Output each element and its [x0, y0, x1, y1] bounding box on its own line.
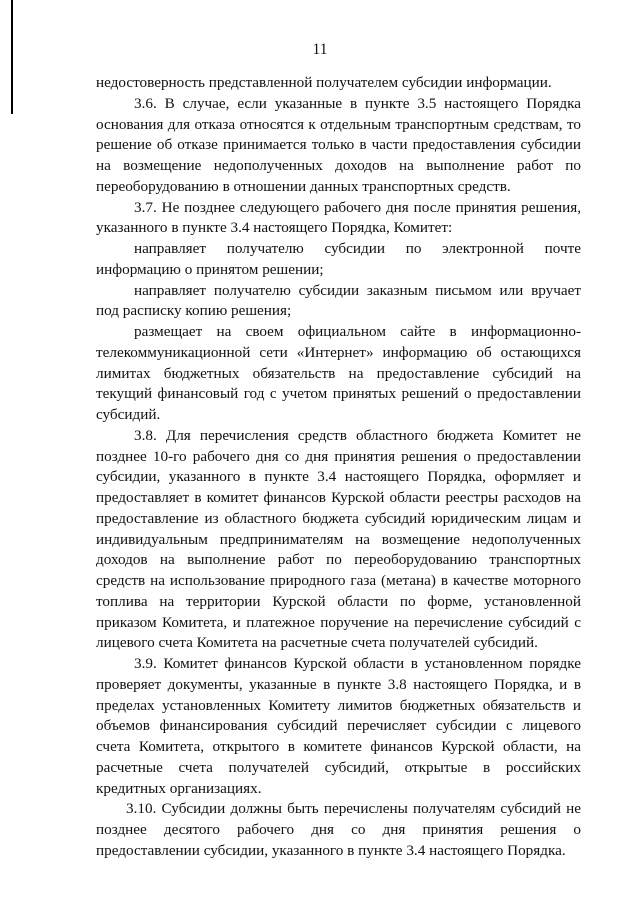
- paragraph-3-7: 3.7. Не позднее следующего рабочего дня после принятия решения, указанного в пункте 3.4 настоящего Порядка, Комитет:: [96, 198, 581, 237]
- document-body: [96, 73, 581, 862]
- paragraph-3-9: 3.9. Комитет финансов Курской области в установленном порядке проверяет документы, указанные в пункте 3.8 настоящего Порядка, и в пределах установленных Комитету лимитов бюджетных обязательств и объемов финансирования субсидий перечисляет субсидии с лицевого счета Комитета, открытого в комитете финансов Курской области, на расчетные счета получателей субсидий, открытые в российских кредитных организациях.: [96, 655, 581, 797]
- paragraph-3-7-item-letter: направляет получателю субсидии заказным письмом или вручает под расписку копию решения;: [96, 281, 581, 320]
- paragraph-continuation: недостоверность представленной получателем субсидии информации.: [96, 74, 552, 91]
- paragraph-3-6: 3.6. В случае, если указанные в пункте 3.5 настоящего Порядка основания для отказа относятся к отдельным транспортным средствам, то решение об отказе принимается только в части предоставления субсидии на возмещение недополученных доходов на выполнение работ по переоборудованию в отношении данных транспортных средств.: [96, 94, 581, 195]
- page-number: 11: [312, 41, 328, 58]
- paragraph-3-10: 3.10. Субсидии должны быть перечислены получателям субсидий не позднее десятого рабочего дня со дня принятия решения о предоставлении субсидии, указанного в пункте 3.4 настоящего Порядка.: [96, 800, 581, 859]
- paragraph-3-8: 3.8. Для перечисления средств областного бюджета Комитет не позднее 10-го рабочего дня со дня принятия решения о предоставлении субсидии, указанного в пункте 3.4 настоящего Порядка, оформляет и предоставляет в комитет финансов Курской области реестры расходов на предоставление из областного бюджета субсидий юридическим лицам и индивидуальным предпринимателям на возмещение недополученных доходов на выполнение работ по переоборудованию транспортных средств на использование природного газа (метана) в качестве моторного топлива на территории Курской области по форме, установленной приказом Комитета, и платежное поручение на перечисление субсидий с лицевого счета Комитета на расчетные счета получателей субсидий.: [96, 426, 581, 652]
- paragraph-3-7-item-website: размещает на своем официальном сайте в информационно-телекоммуникационной сети «Интернет» информацию об остающихся лимитах бюджетных обязательств на предоставление субсидий на текущий финансовый год с учетом принятых решений о предоставлении субсидий.: [96, 323, 581, 423]
- paragraph-3-7-item-email: направляет получателю субсидии по электронной почте информацию о принятом решении;: [96, 240, 581, 278]
